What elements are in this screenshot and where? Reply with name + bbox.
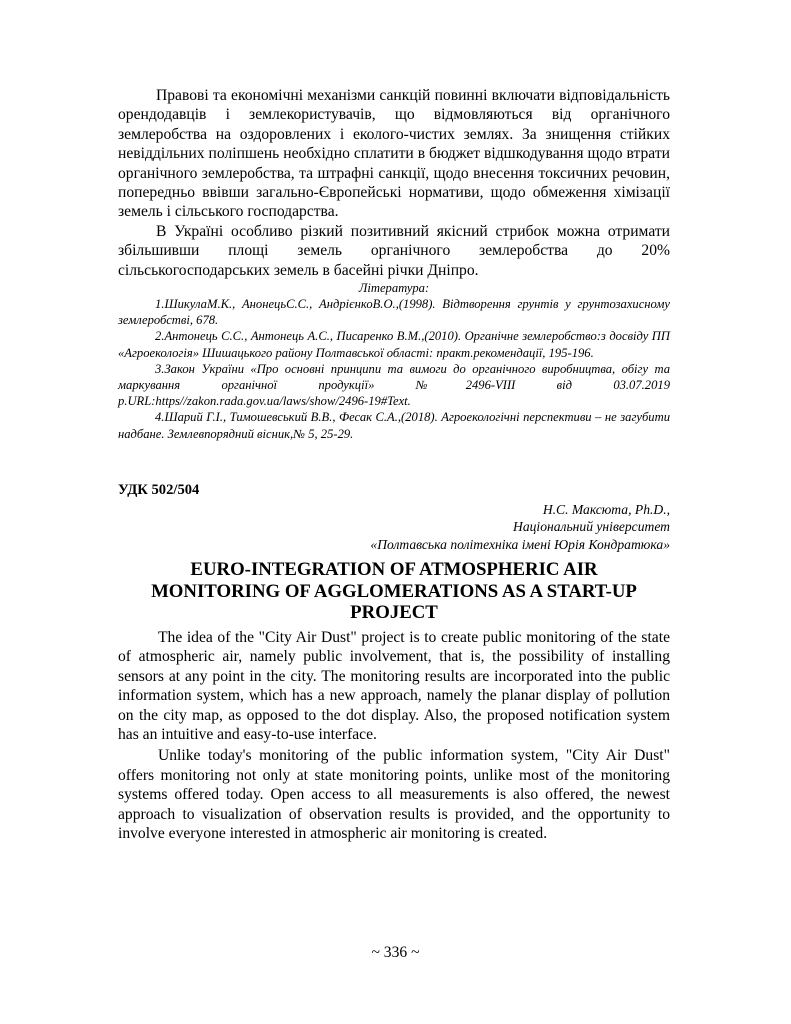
references-heading: Література: [358,281,430,296]
reference-item: 2.Антонець С.С., Антонець А.С., Писаренко В.М.,(2010). Органічне землеробство:з досвіду ПП «Агроекологія» Шишацького району Полтавської області: практ.рекомендації, 195-196. [118,329,670,360]
ua-paragraph-2: В Україні особливо різкий позитивний якісний стрибок можна отримати збільшивши площі земель органічного землеробства до 20% сільськогосподарських земель в басейні річки Дніпро. [118,222,670,279]
references-list [118,296,670,442]
reference-item: 3.Закон України «Про основні принципи та вимоги до органічного виробництва, обігу та маркування органічної продукції» №2496-VIII від 03.07.2019 p.URL:https//zakon.rada.gov.ua/laws/show/2496-19#Text. [118,361,670,409]
article-title: EURO-INTEGRATION OF ATMOSPHERIC AIR MONITORING OF AGGLOMERATIONS AS A START-UP PROJECT [151,559,637,624]
author-university: Національний університет [513,519,670,535]
author-block [118,501,670,553]
page-number: ~ 336 ~ [371,944,420,961]
en-paragraph-2: Unlike today's monitoring of the public information system, "City Air Dust" offers monitoring not only at state monitoring points, unlike most of the monitoring systems offered today. Open access to all measurements is also offered, the newest approach to visualization of observation results is provided, and the opportunity to involve everyone interested in atmospheric air monitoring is created. [118,747,670,842]
udc-code: УДК 502/504 [118,481,200,498]
reference-item: 1.ШикулаМ.К., АнонецьС.С., АндрієнкоВ.О.,(1998). Відтворення грунтів у грунтозахисному землеробстві, 678. [118,297,670,328]
reference-item: 4.Шарий Г.І., Тимошевськuй В.В., Фесак С.А.,(2018). Агроекологічні перспективи – не загубити надбане. Землевпорядний вісник,№ 5, 25-29. [118,410,670,441]
en-paragraph-1: The idea of the "City Air Dust" project is to create public monitoring of the state of atmospheric air, namely public involvement, that is, the possibility of installing sensors at any point in the city. The monitoring results are incorporated into the public information system, which has a new approach, namely the planar display of pollution on the city map, as opposed to the dot display. Also, the proposed notification system has an intuitive and easy-to-use interface. [118,628,670,743]
author-institution: «Полтавська політехніка імені Юрія Кондратюка» [370,536,670,552]
author-name: Н.С. Максюта, Ph.D., [542,501,670,517]
page-content [118,86,670,843]
ua-paragraph-1: Правові та економічні механізми санкцій повинні включати відповідальність орендодавців і землекористувачів, що відмовляються від органічного землеробства на оздоровлених і еколого-чистих землях. За знищення стійких невіддільних поліпшень необхідно сплатити в бюджет відшкодування щодо втрати органічного землеробства, та штрафні санкції, щодо внесення токсичних речовин, попередньо ввівши загально-Європейські нормативи, щодо обмеження хімізації земель і сільського господарства. [118,87,670,221]
